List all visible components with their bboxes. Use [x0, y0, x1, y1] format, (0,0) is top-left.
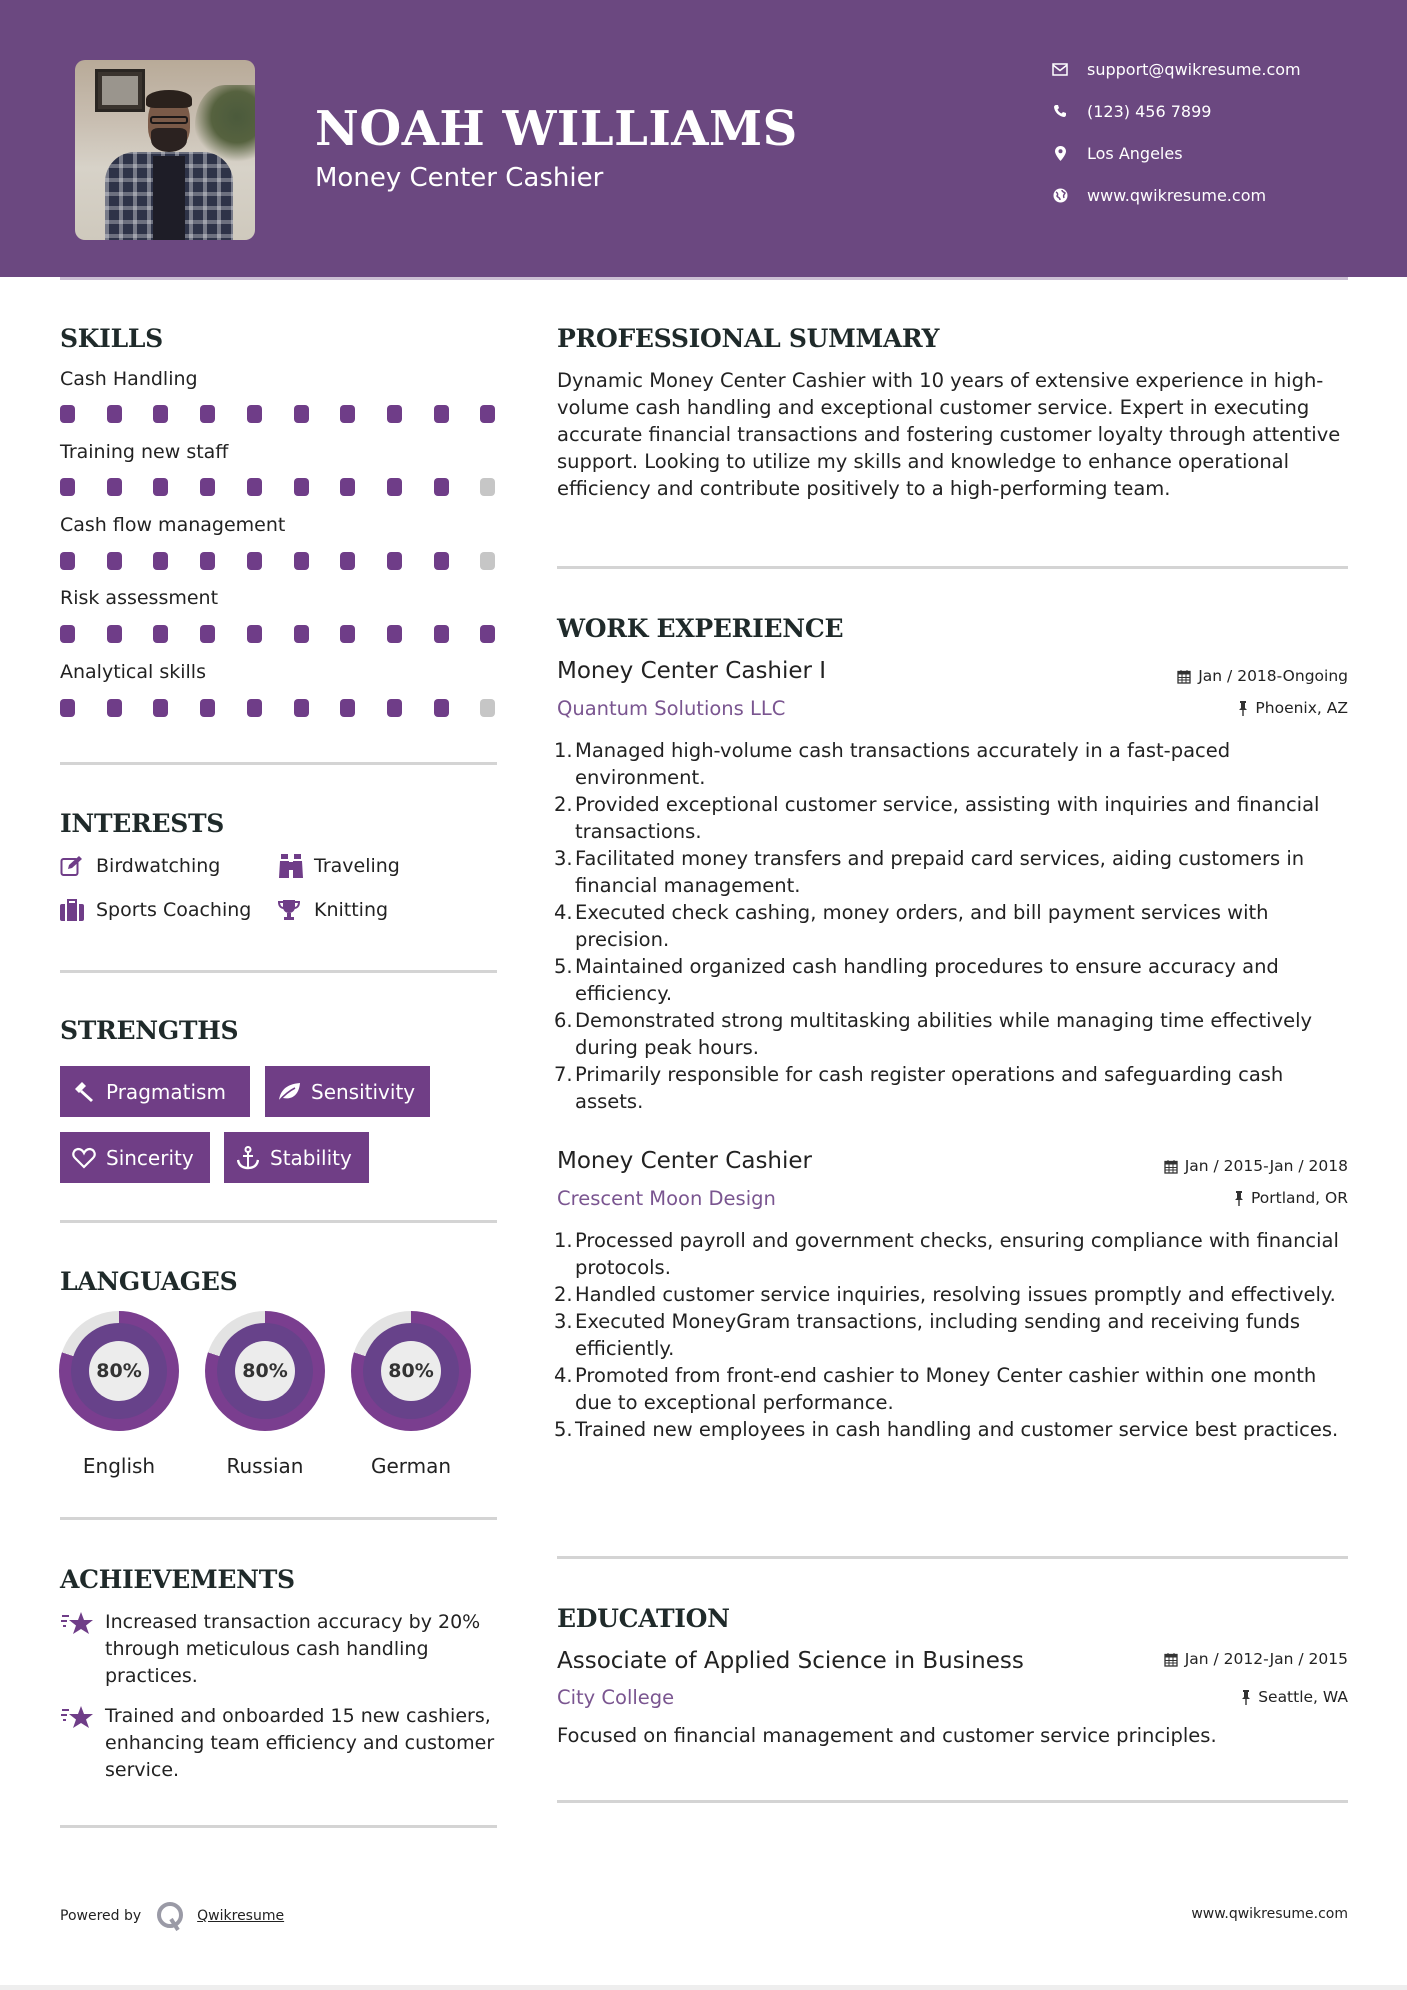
heart-icon: [72, 1146, 96, 1170]
language-name: English: [82, 1454, 156, 1478]
contact-phone[interactable]: (123) 456 7899: [1050, 99, 1211, 123]
contact-website[interactable]: www.qwikresume.com: [1050, 183, 1266, 207]
bullet-number: 5.: [554, 955, 573, 978]
interest-item: Birdwatching: [60, 854, 220, 878]
rating-dot-filled: [107, 405, 122, 423]
bullet-number: 3.: [554, 1310, 573, 1333]
skill-rating: [60, 625, 500, 643]
languages-heading: LANGUAGES: [60, 1267, 238, 1296]
language-percent: 80%: [381, 1341, 441, 1401]
education-dates: Jan / 2012-Jan / 2015: [1164, 1650, 1348, 1668]
rating-dot-filled: [340, 478, 355, 496]
bullet-text: Processed payroll and government checks, ensuring compliance with financial protocols.: [575, 1229, 1339, 1279]
rating-dot-filled: [387, 699, 402, 717]
leaf-icon: [277, 1080, 301, 1104]
interest-item: Knitting: [278, 898, 388, 922]
rating-dot-filled: [434, 699, 449, 717]
rating-dot-filled: [60, 552, 75, 570]
job-bullet: [554, 1362, 1347, 1416]
qwikresume-logo-icon: [155, 1901, 185, 1931]
language-item: [205, 1311, 325, 1478]
language-progress-ring: [59, 1311, 179, 1431]
envelope-icon: [1050, 60, 1070, 78]
rating-dot-filled: [294, 625, 309, 643]
language-item: [59, 1311, 179, 1478]
bullet-number: 2.: [554, 1283, 573, 1306]
section-divider: [557, 1556, 1348, 1559]
skill-rating: [60, 699, 500, 717]
company-name: Quantum Solutions LLC: [557, 697, 786, 720]
achievements-heading: ACHIEVEMENTS: [60, 1565, 295, 1594]
section-divider: [60, 1220, 497, 1223]
interests-heading: INTERESTS: [60, 809, 225, 838]
rating-dot-filled: [434, 405, 449, 423]
job-bullet: [554, 845, 1347, 899]
phone-icon: [1050, 102, 1070, 120]
bullet-text: Trained new employees in cash handling and customer service best practices.: [575, 1418, 1339, 1441]
bullet-number: 4.: [554, 901, 573, 924]
interest-item: Traveling: [278, 854, 400, 878]
rating-dot-filled: [153, 699, 168, 717]
skill-name: Analytical skills: [60, 661, 206, 683]
language-percent: 80%: [89, 1341, 149, 1401]
photo-tshirt: [153, 156, 185, 240]
achievement-item: Trained and onboarded 15 new cashiers, enhancing team efficiency and customer service.: [60, 1703, 500, 1784]
rating-dot-filled: [340, 625, 355, 643]
star-achievement-icon: [60, 1609, 105, 1690]
rating-dot-filled: [107, 552, 122, 570]
strength-tag: Stability: [224, 1132, 369, 1183]
footer-website-link[interactable]: www.qwikresume.com: [1191, 1906, 1348, 1922]
job-location: Phoenix, AZ: [1238, 699, 1348, 717]
rating-dot-empty: [480, 699, 495, 717]
summary-heading: PROFESSIONAL SUMMARY: [557, 324, 940, 353]
language-name: German: [370, 1454, 452, 1478]
candidate-name: NOAH WILLIAMS: [315, 101, 798, 157]
pushpin-icon: [1241, 1690, 1251, 1705]
job-bullets: [554, 737, 1347, 1115]
rating-dot-filled: [480, 625, 495, 643]
rating-dot-filled: [340, 405, 355, 423]
anchor-icon: [236, 1146, 260, 1170]
rating-dot-filled: [60, 478, 75, 496]
rating-dot-filled: [200, 552, 215, 570]
page-bottom-edge: [0, 1985, 1407, 1990]
skill-rating: [60, 405, 500, 423]
section-divider: [557, 566, 1348, 569]
strength-tag: Pragmatism: [60, 1066, 250, 1117]
photo-wall-frame: [95, 69, 145, 112]
section-divider: [60, 762, 497, 765]
job-bullet: [554, 953, 1347, 1007]
school-name: City College: [557, 1686, 675, 1709]
job-bullet: [554, 1308, 1347, 1362]
bullet-text: Promoted from front-end cashier to Money Center cashier within one month due to exceptional performance.: [575, 1364, 1317, 1414]
header-divider: [60, 277, 1348, 280]
rating-dot-filled: [294, 478, 309, 496]
bullet-text: Primarily responsible for cash register operations and safeguarding cash assets.: [575, 1063, 1284, 1113]
language-percent: 80%: [235, 1341, 295, 1401]
skill-name: Risk assessment: [60, 587, 219, 609]
bullet-number: 3.: [554, 847, 573, 870]
language-name: Russian: [226, 1454, 304, 1478]
bullet-number: 2.: [554, 793, 573, 816]
rating-dot-filled: [200, 478, 215, 496]
strength-tag: Sensitivity: [265, 1066, 430, 1117]
bullet-number: 7.: [554, 1063, 573, 1086]
bullet-text: Executed MoneyGram transactions, including sending and receiving funds efficiently.: [575, 1310, 1301, 1360]
rating-dot-filled: [387, 552, 402, 570]
bullet-number: 5.: [554, 1418, 573, 1441]
rating-dot-filled: [340, 699, 355, 717]
calendar-icon: [1164, 1159, 1178, 1174]
job-bullet: [554, 737, 1347, 791]
rating-dot-filled: [247, 405, 262, 423]
skill-name: Cash flow management: [60, 514, 286, 536]
rating-dot-filled: [247, 699, 262, 717]
trophy-icon: [278, 898, 304, 922]
job-bullet: [554, 1416, 1347, 1443]
rating-dot-filled: [387, 478, 402, 496]
contact-location: Los Angeles: [1050, 141, 1183, 165]
rating-dot-filled: [434, 478, 449, 496]
job-dates: Jan / 2015-Jan / 2018: [1164, 1157, 1348, 1175]
rating-dot-filled: [340, 552, 355, 570]
rating-dot-filled: [200, 625, 215, 643]
section-divider: [60, 1517, 497, 1520]
job-bullet: [554, 1227, 1347, 1281]
job-title: Money Center Cashier: [557, 1148, 812, 1174]
education-description: Focused on financial management and customer service principles.: [557, 1724, 1217, 1747]
rating-dot-filled: [60, 699, 75, 717]
rating-dot-filled: [434, 552, 449, 570]
job-bullet: [554, 899, 1347, 953]
job-title: Money Center Cashier I: [557, 658, 827, 684]
skill-rating: [60, 478, 500, 496]
rating-dot-filled: [247, 625, 262, 643]
strength-tag: Sincerity: [60, 1132, 210, 1183]
photo-glasses: [150, 116, 188, 124]
bullet-number: 1.: [554, 739, 573, 762]
skill-name: Training new staff: [60, 441, 229, 463]
company-name: Crescent Moon Design: [557, 1187, 776, 1210]
rating-dot-empty: [480, 478, 495, 496]
profile-photo: [75, 60, 255, 240]
rating-dot-filled: [107, 625, 122, 643]
candidate-title: Money Center Cashier: [315, 163, 604, 193]
strengths-heading: STRENGTHS: [60, 1016, 239, 1045]
achievement-item: Increased transaction accuracy by 20% through meticulous cash handling practices.: [60, 1609, 500, 1690]
rating-dot-filled: [153, 478, 168, 496]
job-bullets: [554, 1227, 1347, 1443]
rating-dot-filled: [107, 699, 122, 717]
rating-dot-filled: [294, 552, 309, 570]
skill-rating: [60, 552, 500, 570]
globe-icon: [1050, 186, 1070, 204]
edit-icon: [60, 854, 86, 878]
degree-title: Associate of Applied Science in Business: [557, 1648, 1024, 1674]
experience-heading: WORK EXPERIENCE: [557, 614, 844, 643]
rating-dot-filled: [387, 625, 402, 643]
language-item: [351, 1311, 471, 1478]
language-progress-ring: [351, 1311, 471, 1431]
bullet-text: Provided exceptional customer service, assisting with inquiries and financial transactions.: [575, 793, 1320, 843]
footer-powered-by: Powered by Qwikresume: [60, 1901, 284, 1931]
job-location: Portland, OR: [1234, 1189, 1348, 1207]
skills-heading: SKILLS: [60, 324, 163, 353]
job-bullet: [554, 1007, 1347, 1061]
education-heading: EDUCATION: [557, 1604, 730, 1633]
rating-dot-filled: [434, 625, 449, 643]
education-location: Seattle, WA: [1241, 1688, 1348, 1706]
rating-dot-filled: [153, 552, 168, 570]
job-bullet: [554, 1281, 1347, 1308]
bullet-text: Demonstrated strong multitasking abilities while managing time effectively during peak hours.: [575, 1009, 1313, 1059]
section-divider: [60, 1825, 497, 1828]
map-marker-icon: [1050, 144, 1070, 162]
rating-dot-filled: [60, 625, 75, 643]
bullet-text: Facilitated money transfers and prepaid card services, aiding customers in financial management.: [575, 847, 1305, 897]
language-progress-ring: [205, 1311, 325, 1431]
rating-dot-filled: [294, 699, 309, 717]
calendar-icon: [1164, 1652, 1178, 1667]
job-dates: Jan / 2018-Ongoing: [1177, 667, 1348, 685]
calendar-icon: [1177, 669, 1191, 684]
bullet-text: Managed high-volume cash transactions accurately in a fast-paced environment.: [575, 739, 1231, 789]
bullet-number: 1.: [554, 1229, 573, 1252]
binoculars-icon: [278, 854, 304, 878]
pushpin-icon: [1234, 1191, 1244, 1206]
section-divider: [60, 970, 497, 973]
contact-email[interactable]: support@qwikresume.com: [1050, 57, 1301, 81]
rating-dot-filled: [247, 478, 262, 496]
rating-dot-filled: [200, 699, 215, 717]
section-divider: [557, 1800, 1348, 1803]
suitcase-icon: [60, 898, 86, 922]
job-bullet: [554, 791, 1347, 845]
rating-dot-filled: [107, 478, 122, 496]
rating-dot-filled: [480, 405, 495, 423]
rating-dot-filled: [247, 552, 262, 570]
photo-beard: [151, 128, 187, 152]
interest-item: Sports Coaching: [60, 898, 251, 922]
rating-dot-filled: [294, 405, 309, 423]
bullet-number: 4.: [554, 1364, 573, 1387]
rating-dot-filled: [200, 405, 215, 423]
pushpin-icon: [1238, 701, 1248, 716]
bullet-text: Maintained organized cash handling procedures to ensure accuracy and efficiency.: [575, 955, 1279, 1005]
photo-hair: [146, 90, 192, 108]
rating-dot-filled: [153, 405, 168, 423]
summary-text: Dynamic Money Center Cashier with 10 years of extensive experience in high-volume cash handling and exceptional customer service. Expert in executing accurate financial transactions and fostering customer loyalty through attentive support. Looking to utilize my skills and knowledge to enhance operational efficiency and contribute positively to a high-performing team.: [557, 369, 1341, 500]
bullet-text: Handled customer service inquiries, resolving issues promptly and effectively.: [575, 1283, 1336, 1306]
rating-dot-filled: [153, 625, 168, 643]
rating-dot-empty: [480, 552, 495, 570]
star-achievement-icon: [60, 1703, 105, 1784]
rating-dot-filled: [60, 405, 75, 423]
bullet-text: Executed check cashing, money orders, and bill payment services with precision.: [575, 901, 1269, 951]
qwikresume-link[interactable]: Qwikresume: [197, 1908, 285, 1924]
gavel-icon: [72, 1080, 96, 1104]
skill-name: Cash Handling: [60, 368, 198, 390]
rating-dot-filled: [387, 405, 402, 423]
job-bullet: [554, 1061, 1347, 1115]
bullet-number: 6.: [554, 1009, 573, 1032]
